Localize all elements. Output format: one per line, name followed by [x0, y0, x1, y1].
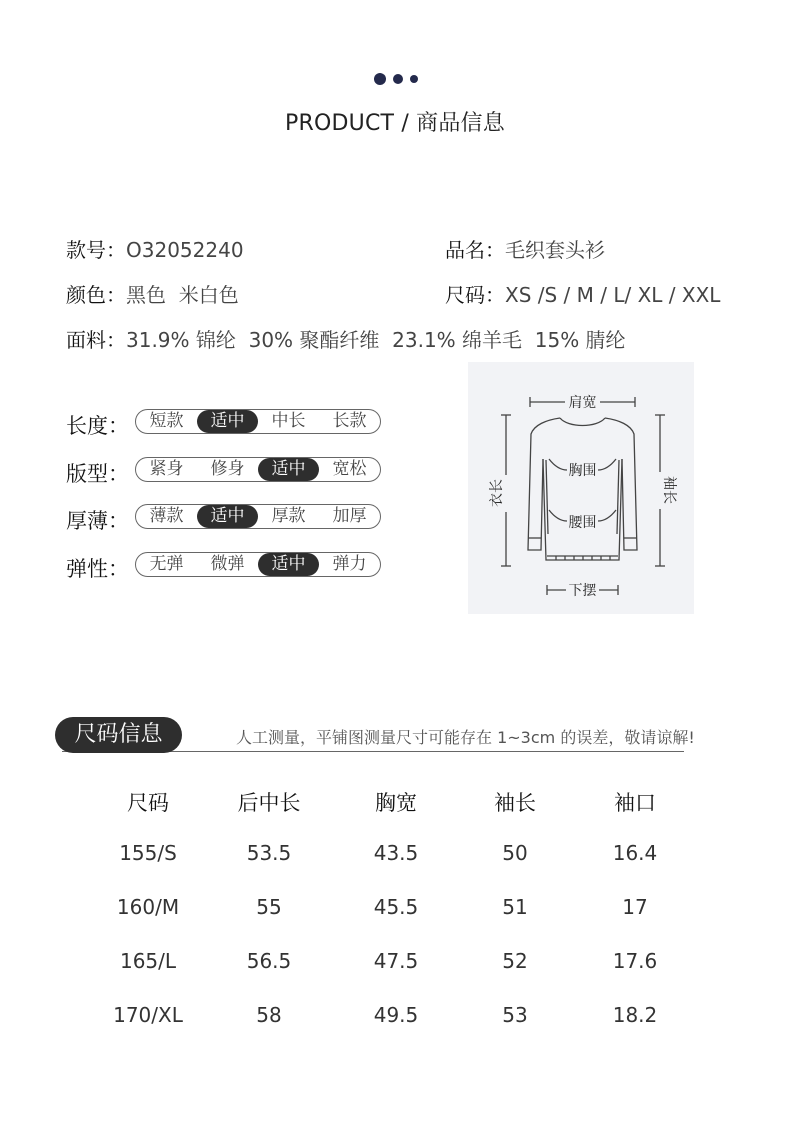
waist-label: 腰围: [568, 514, 597, 530]
cell-back-length: 53.5: [246, 841, 292, 865]
cell-sleeve: 51: [502, 895, 528, 919]
cell-back-length: 58: [256, 1003, 282, 1027]
cell-size: 165/L: [119, 949, 177, 973]
cell-sleeve: 53: [502, 1003, 528, 1027]
table-row: [88, 934, 702, 988]
shoulder-label: 肩宽: [568, 394, 597, 410]
color-value: 黑色 米白色: [126, 283, 239, 307]
option-mid-long: 中长: [271, 411, 306, 431]
fabric-label: 面料：: [66, 328, 126, 352]
product-name: [445, 234, 605, 263]
color-label: 颜色：: [66, 283, 126, 307]
cell-size: 170/XL: [113, 1003, 183, 1027]
option-slight-stretch: 微弹: [210, 554, 245, 574]
table-row: [88, 822, 702, 880]
cell-cuff: 18.2: [612, 1003, 658, 1027]
attr-elasticity-scale: [135, 552, 381, 577]
sweater-diagram-svg: [468, 362, 694, 614]
style-number-value: O32052240: [126, 238, 244, 262]
col-header-chest: 胸宽: [375, 791, 417, 815]
cell-chest: 49.5: [373, 1003, 419, 1027]
sweater-measure-diagram: [468, 362, 694, 614]
product-name-label: 品名：: [445, 238, 505, 262]
cell-chest: 47.5: [373, 949, 419, 973]
fabric-value: 31.9% 锦纶 30% 聚酯纤维 23.1% 绵羊毛 15% 腈纶: [126, 328, 626, 352]
cell-back-length: 55: [256, 895, 282, 919]
style-number-label: 款号：: [66, 238, 126, 262]
hem-label: 下摆: [568, 582, 597, 598]
option-loose: 宽松: [332, 459, 367, 479]
measurement-note: 人工测量，平铺图测量尺寸可能存在 1~3cm 的误差，敬请谅解!: [236, 728, 695, 747]
chest-label: 胸围: [568, 462, 597, 478]
color-info: [66, 279, 239, 308]
fabric-info: [66, 324, 626, 353]
attr-length-label: 长度：: [66, 414, 129, 438]
cell-sleeve: 52: [502, 949, 528, 973]
size-section-title: 尺码信息: [55, 717, 182, 753]
col-header-size: 尺码: [127, 791, 169, 815]
attr-fit-label: 版型：: [66, 462, 129, 486]
option-slim: 修身: [210, 459, 245, 479]
style-number: [66, 234, 244, 263]
option-extra-thick: 加厚: [332, 506, 367, 526]
cell-cuff: 16.4: [612, 841, 658, 865]
size-table: [88, 782, 702, 1042]
option-no-stretch: 无弹: [149, 554, 184, 574]
cell-cuff: 17: [622, 895, 648, 919]
option-short: 短款: [149, 411, 184, 431]
dot-icon: [393, 74, 403, 84]
size-info: [445, 279, 720, 308]
table-row: [88, 988, 702, 1042]
attr-fit-scale: [135, 457, 381, 482]
dot-icon: [410, 75, 418, 83]
sleeve-label: 袖长: [662, 476, 678, 504]
option-tight: 紧身: [149, 459, 184, 479]
product-name-value: 毛织套头衫: [505, 238, 605, 262]
cell-size: 160/M: [116, 895, 180, 919]
option-stretchy: 弹力: [332, 554, 367, 574]
cell-back-length: 56.5: [246, 949, 292, 973]
page-title: PRODUCT / 商品信息: [285, 111, 505, 136]
size-label: 尺码：: [445, 283, 505, 307]
table-header-row: [88, 782, 702, 822]
size-value: XS /S / M / L/ XL / XXL: [505, 283, 721, 307]
col-header-back-length: 后中长: [237, 791, 301, 815]
table-row: [88, 880, 702, 934]
col-header-cuff: 袖口: [614, 791, 656, 815]
dot-icon: [374, 73, 386, 85]
option-medium-selected: 适中: [197, 410, 258, 433]
option-regular-selected: 适中: [258, 458, 319, 481]
cell-chest: 43.5: [373, 841, 419, 865]
option-thin: 薄款: [149, 506, 184, 526]
attr-length-scale: [135, 409, 381, 434]
attr-thickness-label: 厚薄：: [66, 509, 129, 533]
attr-elasticity-label: 弹性：: [66, 557, 129, 581]
option-medium-selected: 适中: [258, 553, 319, 576]
attr-thickness-scale: [135, 504, 381, 529]
length-label: 衣长: [488, 479, 504, 507]
cell-chest: 45.5: [373, 895, 419, 919]
option-thick: 厚款: [271, 506, 306, 526]
decorative-dots: [374, 73, 418, 85]
option-medium-selected: 适中: [197, 505, 258, 528]
option-long: 长款: [332, 411, 367, 431]
cell-cuff: 17.6: [612, 949, 658, 973]
cell-sleeve: 50: [502, 841, 528, 865]
cell-size: 155/S: [119, 841, 177, 865]
col-header-sleeve: 袖长: [494, 791, 536, 815]
